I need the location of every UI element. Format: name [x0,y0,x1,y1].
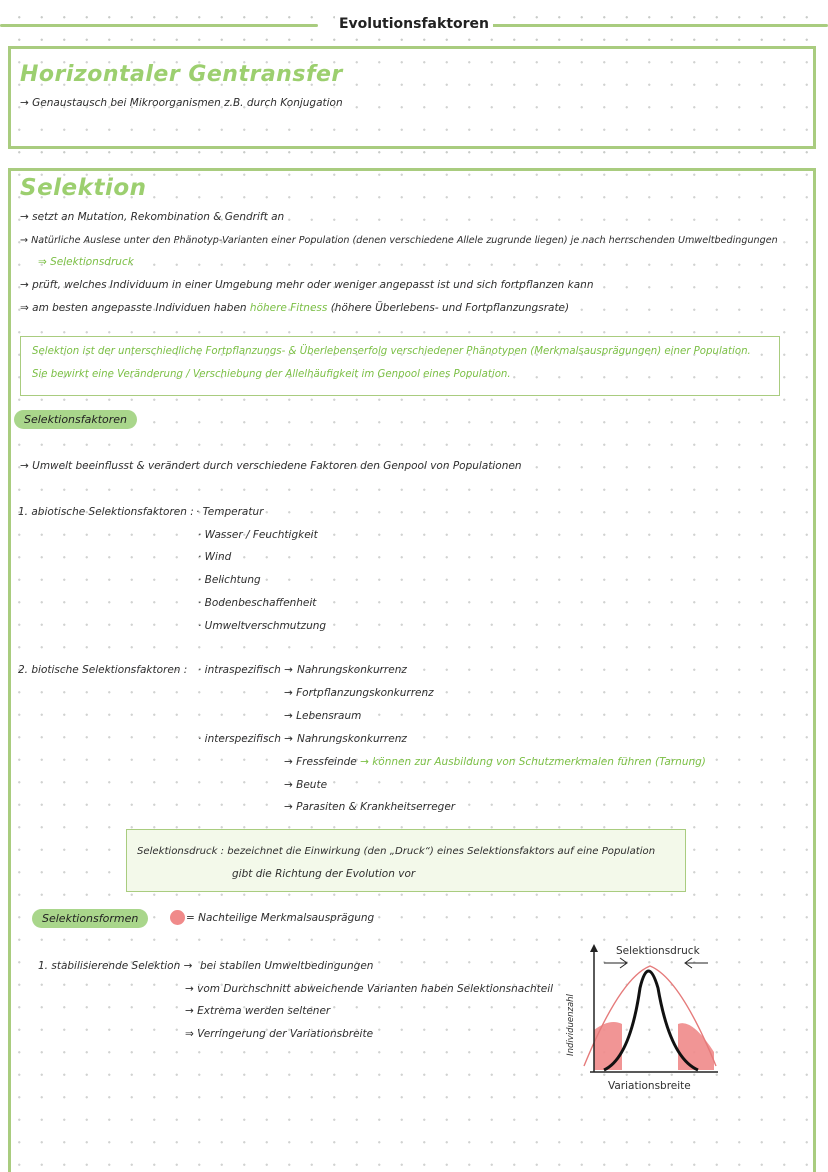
hgt-heading: Horizontaler Gentransfer [20,62,343,87]
abio-item-2: · Wasser / Feuchtigkeit [198,529,318,541]
stab-label: 1. stabilisierende Selektion → [38,960,193,972]
fitness-highlight: höhere Fitness [249,302,328,314]
selektion-line-4: → prüft, welches Individuum in einer Umgebung mehr oder weniger angepasst ist und sich fortpflanzen kann [20,279,594,291]
inter-item-2 [284,756,706,768]
abio-item-6: · Umweltverschmutzung [198,620,327,632]
hgt-line: → Genaustausch bei Mikroorganismen z.B. durch Konjugation [20,97,343,109]
fressfeinde: → Fressfeinde [284,756,357,768]
definition-line-2: Sie bewirkt eine Veränderung / Verschiebung der Allelhäufigkeit im Genpool eines Population. [32,369,511,380]
stab-item-3: → Extrema werden seltener [185,1005,331,1017]
faktoren-intro: → Umwelt beeinflusst & verändert durch verschiedene Faktoren den Genpool von Populationen [20,460,522,472]
intra-label: · intraspezifisch → [198,664,293,676]
druck-line-1: Selektionsdruck : bezeichnet die Einwirkung (den „Druck“) eines Selektionsfaktors auf eine Population [137,846,656,857]
intra-item-2: → Fortpflanzungskonkurrenz [284,687,434,699]
y-axis-arrow [590,944,598,952]
selektion-line-5-text: ⇒ am besten angepasste Individuen haben [20,302,247,314]
abio-item-3: · Wind [198,551,232,563]
graph-y-label: Individuenzahl [565,994,576,1056]
graph-x-label: Variationsbreite [608,1080,691,1092]
arrow-right-icon [604,958,627,968]
selektion-heading: Selektion [20,175,147,201]
selektionsformen-pill: Selektionsformen [32,909,148,928]
selektion-line-1: → setzt an Mutation, Rekombination & Gendrift an [20,211,285,223]
graph-top-label: Selektionsdruck [616,945,700,957]
intra-item-1: Nahrungskonkurrenz [297,664,407,676]
legend-text: = Nachteilige Merkmalsausprägung [186,912,375,924]
stabilizing-selection-graph [570,938,730,1098]
fitness-tail: (höhere Überlebens- und Fortpflanzungsrate) [330,302,570,314]
selektionsdruck-box [126,829,686,892]
disadvantage-area-right [678,1023,714,1070]
stab-item-1: bei stabilen Umweltbedingungen [200,960,374,972]
inter-item-4: → Parasiten & Krankheitserreger [284,801,456,813]
abio-item-4: · Belichtung [198,574,261,586]
selektion-line-5 [20,302,569,314]
selektion-line-3: ⇒ Selektionsdruck [38,256,134,268]
fressfeinde-note: → können zur Ausbildung von Schutzmerkmalen führen (Tarnung) [360,756,706,768]
abio-item-5: · Bodenbeschaffenheit [198,597,317,609]
abio-item-1: · Temperatur [196,506,264,518]
bio-label: 2. biotische Selektionsfaktoren : [18,664,188,676]
intra-item-3: → Lebensraum [284,710,362,722]
legend-dot [170,910,185,925]
disadvantage-area-left [594,1022,622,1070]
definition-line-1: Selektion ist der unterschiedliche Fortpflanzungs- & Überlebenserfolg verschiedener Phänotypen (Merkmalsausprägungen) einer Population. [32,346,751,357]
inter-item-3: → Beute [284,779,328,791]
stab-item-2: → vom Durchschnitt abweichende Varianten haben Selektionsnachteil [185,983,554,995]
definition-box [20,336,780,396]
abio-label: 1. abiotische Selektionsfaktoren : [18,506,194,518]
selektion-line-2: → Natürliche Auslese unter den Phänotyp-Varianten einer Population (denen verschiedene Allele zugrunde liegen) je nach herrschenden Umweltbedingungen [20,235,778,246]
selektionsfaktoren-pill: Selektionsfaktoren [14,410,137,429]
stab-item-4: ⇒ Verringerung der Variationsbreite [185,1028,374,1040]
druck-line-2: gibt die Richtung der Evolution vor [232,868,416,880]
inter-item-1: Nahrungskonkurrenz [297,733,407,745]
arrow-left-icon [685,958,708,968]
page-title: Evolutionsfaktoren [0,16,828,32]
inter-label: · interspezifisch → [198,733,293,745]
